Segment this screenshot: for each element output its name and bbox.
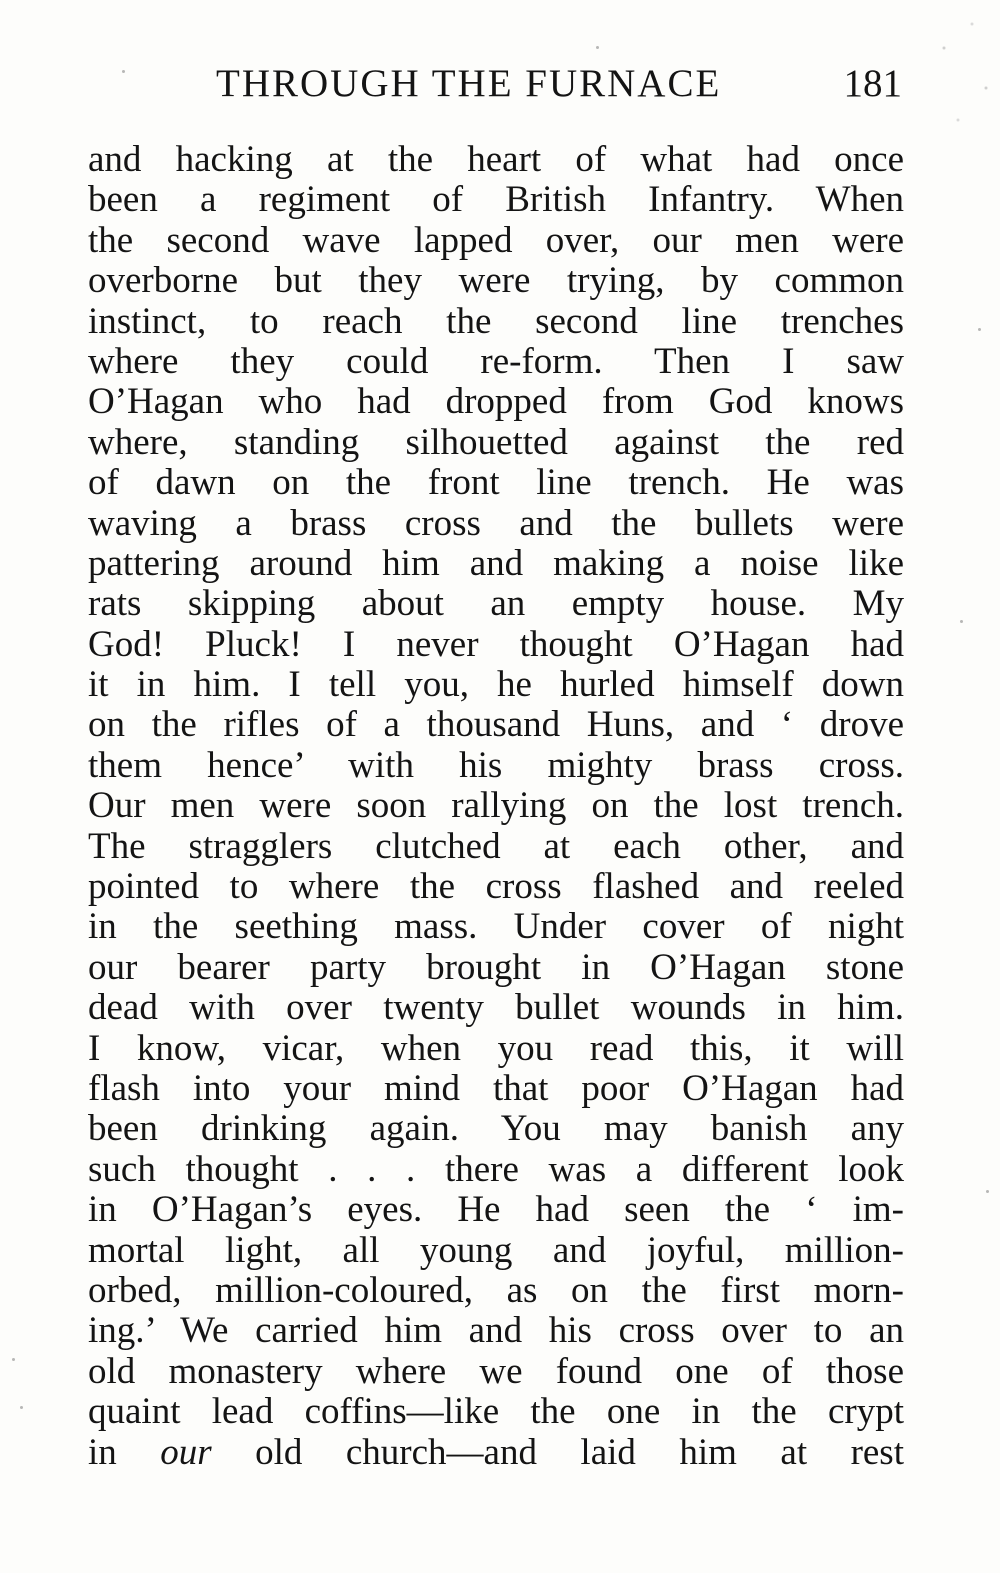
text-line: and hacking at the heart of what had once	[88, 140, 904, 180]
text-line: it in him. I tell you, he hurled himself down	[88, 665, 904, 706]
text-line: flash into your mind that poor O’Hagan had	[88, 1068, 904, 1109]
text-line: them hence’ with his mighty brass cross.	[88, 745, 904, 786]
final-text-line	[88, 1433, 904, 1473]
text-line: mortal light, all young and joyful, million-	[88, 1230, 904, 1271]
text-line: overborne but they were trying, by common	[88, 261, 904, 302]
emphasized-word: our	[160, 1432, 212, 1473]
text-line: quaint lead coffins—like the one in the crypt	[88, 1392, 904, 1433]
text-line: pointed to where the cross flashed and reeled	[88, 867, 904, 908]
text-line: old monastery where we found one of those	[88, 1351, 904, 1392]
scan-edge-noise	[930, 0, 1000, 160]
text-line: been a regiment of British Infantry. When	[88, 180, 904, 221]
scan-speck	[986, 1190, 989, 1193]
text-line: the second wave lapped over, our men were	[88, 220, 904, 261]
text-line: where, standing silhouetted against the red	[88, 422, 904, 463]
text-line: ing.’ We carried him and his cross over to an	[88, 1311, 904, 1352]
page-number: 181	[843, 62, 902, 105]
scan-speck	[596, 46, 599, 49]
text-line: rats skipping about an empty house. My	[88, 584, 904, 625]
text-line: been drinking again. You may banish any	[88, 1109, 904, 1150]
scan-speck	[12, 1358, 15, 1361]
text-line: in the seething mass. Under cover of night	[88, 907, 904, 948]
body-text	[88, 140, 904, 1473]
text-line: in O’Hagan’s eyes. He had seen the ‘ im-	[88, 1190, 904, 1231]
scan-speck	[960, 620, 963, 623]
scan-speck	[20, 1406, 23, 1409]
scan-speck	[122, 70, 125, 73]
text-line: orbed, million-coloured, as on the first morn-	[88, 1270, 904, 1311]
running-title: THROUGH THE FURNACE	[216, 62, 722, 105]
text-line: of dawn on the front line trench. He was	[88, 463, 904, 504]
text-line: The stragglers clutched at each other, and	[88, 826, 904, 867]
text-line: I know, vicar, when you read this, it will	[88, 1028, 904, 1069]
text-line: Our men were soon rallying on the lost trench.	[88, 786, 904, 827]
page-header	[92, 58, 902, 110]
scan-speck	[978, 328, 981, 331]
text-line: our bearer party brought in O’Hagan stone	[88, 947, 904, 988]
text-line: instinct, to reach the second line trenches	[88, 301, 904, 342]
text-line: where they could re-form. Then I saw	[88, 341, 904, 382]
text-line: God! Pluck! I never thought O’Hagan had	[88, 624, 904, 665]
text-line: pattering around him and making a noise like	[88, 543, 904, 584]
text-line: O’Hagan who had dropped from God knows	[88, 382, 904, 423]
text-line: such thought . . . there was a different look	[88, 1149, 904, 1190]
text-line: waving a brass cross and the bullets were	[88, 503, 904, 544]
text-line: on the rifles of a thousand Huns, and ‘ drove	[88, 705, 904, 746]
final-line-start: in	[88, 1432, 161, 1473]
final-line-end: old church—and laid him at rest	[211, 1432, 904, 1473]
text-line: dead with over twenty bullet wounds in him.	[88, 988, 904, 1029]
